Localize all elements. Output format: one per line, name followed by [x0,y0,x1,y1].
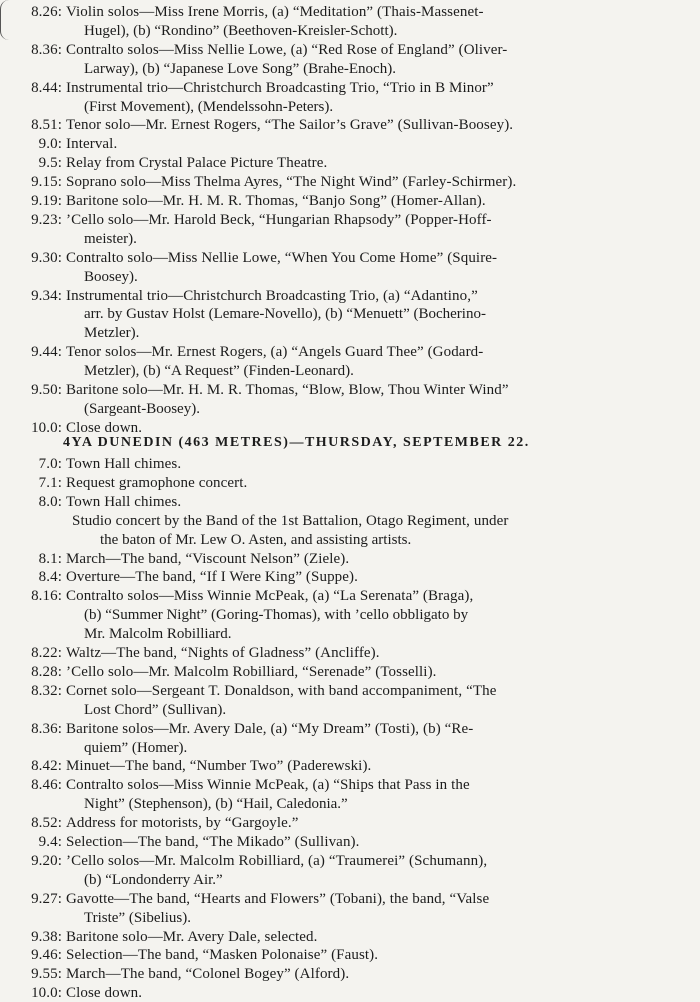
programme-time: 9.34: [31,287,62,304]
programme-item [0,852,700,870]
programme-continuation: Night” (Stephenson), (b) “Hail, Caledonia.” [84,796,348,813]
programme-item [0,928,700,946]
programme-text: ’Cello solos—Mr. Malcolm Robilliard, (a) “Traumerei” (Schumann), [66,852,488,869]
programme-time: 10.0: [31,419,62,436]
programme-text: Minuet—The band, “Number Two” (Paderewski). [66,758,372,775]
programme-continuation: Triste” (Sibelius). [84,909,191,926]
programme-text: Overture—The band, “If I Were King” (Suppe). [66,569,358,586]
programme-item [0,587,700,605]
programme-continuation: meister). [84,230,137,247]
programme-item [0,682,700,700]
programme-time: 9.55: [31,966,62,983]
programme-item [0,79,700,97]
programme-text: Request gramophone concert. [66,474,248,491]
programme-time: 9.38: [31,928,62,945]
programme-continuation: (b) “Londonderry Air.” [84,871,223,888]
programme-time: 8.36: [31,41,62,58]
programme-time: 9.5: [38,155,62,172]
programme-text: Address for motorists, by “Gargoyle.” [66,815,299,832]
programme-text: March—The band, “Viscount Nelson” (Ziele). [66,550,350,567]
programme-text: Town Hall chimes. [66,456,182,472]
programme-time: 9.23: [31,211,62,228]
programme-item [0,757,700,775]
programme-item [0,192,700,210]
programme-text: Selection—The band, “The Mikado” (Sullivan). [66,834,360,850]
programme-item [0,890,700,908]
programme-time: 8.44: [31,79,62,96]
programme-item [0,154,700,172]
programme-item [0,211,700,229]
programme-item [0,833,700,851]
programme-time: 8.46: [31,777,62,794]
programme-item [0,3,700,21]
programme-item [0,287,700,305]
programme-item [0,493,700,511]
programme-item [0,550,700,568]
programme-text: ’Cello solo—Mr. Harold Beck, “Hungarian Rhapsody” (Popper-Hoff- [66,211,492,228]
programme-text: Selection—The band, “Masken Polonaise” (Faust). [66,947,379,964]
programme-time: 10.0: [31,985,62,1002]
programme-item [0,814,700,832]
programme-time: 8.32: [31,682,62,699]
programme-text: Violin solos—Miss Irene Morris, (a) “Meditation” (Thais-Massenet- [66,4,484,20]
programme-continuation: arr. by Gustav Holst (Lemare-Novello), (b) “Menuett” (Bocherino- [84,306,486,323]
programme-time: 8.51: [31,117,62,134]
programme-text: Relay from Crystal Palace Picture Theatre. [66,155,328,172]
programme-time: 7.0: [38,456,62,472]
programme-text: Contralto solos—Miss Nellie Lowe, (a) “Red Rose of England” (Oliver- [66,41,508,58]
programme-time: 8.26: [31,4,62,20]
programme-text: Interval. [66,136,118,153]
programme-time: 8.0: [38,493,62,510]
programme-item [0,663,700,681]
programme-item [0,965,700,983]
programme-text: Close down. [66,985,143,1002]
programme-continuation: Boosey). [84,268,138,285]
programme-text: Gavotte—The band, “Hearts and Flowers” (Tobani), the band, “Valse [66,890,490,907]
programme-text: Baritone solos—Mr. Avery Dale, (a) “My Dream” (Tosti), (b) “Re- [66,720,474,737]
programme-time: 9.50: [31,382,62,398]
programme-text: Studio concert by the Band of the 1st Battalion, Otago Regiment, under [72,512,509,529]
programme-item [0,776,700,794]
programme-continuation: (Sargeant-Boosey). [84,400,200,417]
programme-text: Tenor solo—Mr. Ernest Rogers, “The Sailor’s Grave” (Sullivan-Boosey). [66,117,514,134]
programme-text: Instrumental trio—Christchurch Broadcasting Trio, “Trio in B Minor” [66,79,494,96]
programme-text: Soprano solo—Miss Thelma Ayres, “The Night Wind” (Farley-Schirmer). [66,174,517,191]
programme-item [0,644,700,662]
programme-text: Contralto solos—Miss Winnie McPeak, (a) “Ships that Pass in the [66,777,470,794]
programme-item [0,173,700,191]
programme-text: Baritone solo—Mr. H. M. R. Thomas, “Blow, Blow, Thou Winter Wind” [66,382,509,398]
programme-time: 9.20: [31,852,62,869]
programme-text: Cornet solo—Sergeant T. Donaldson, with band accompaniment, “The [66,682,497,699]
programme-item [0,474,700,492]
programme-continuation: (b) “Summer Night” (Goring-Thomas), with ’cello obbligato by [84,607,469,624]
programme-time: 8.42: [31,758,62,775]
programme-item [0,984,700,1002]
programme-item [0,249,700,267]
station-heading: 4YA DUNEDIN (463 METRES)—THURSDAY, SEPTEMBER 22. [63,435,530,450]
programme-continuation: Hugel), (b) “Rondino” (Beethoven-Kreisler-Schott). [84,22,398,39]
programme-continuation: quiem” (Homer). [84,739,188,756]
programme-time: 9.27: [31,890,62,907]
programme-time: 9.0: [38,136,62,153]
programme-text: Baritone solo—Mr. H. M. R. Thomas, “Banjo Song” (Homer-Allan). [66,193,486,209]
programme-text: Instrumental trio—Christchurch Broadcasting Trio, (a) “Adantino,” [66,287,478,304]
programme-item [0,135,700,153]
programme-text: Close down. [66,419,143,436]
programme-text: Town Hall chimes. [66,493,182,510]
programme-time: 9.19: [31,193,62,209]
programme-item [0,946,700,964]
programme-text: Waltz—The band, “Nights of Gladness” (Ancliffe). [66,645,380,661]
programme-continuation: Mr. Malcolm Robilliard. [84,626,232,643]
programme-item [0,720,700,738]
programme-continuation: Metzler). [84,325,140,342]
programme-item [0,455,700,473]
programme-time: 8.36: [31,720,62,737]
programme-time: 9.15: [31,174,62,191]
programme-time: 8.4: [38,569,62,586]
programme-item [0,568,700,586]
programme-continuation: Metzler), (b) “A Request” (Finden-Leonard). [84,363,354,380]
programme-text: Tenor solos—Mr. Ernest Rogers, (a) “Angels Guard Thee” (Godard- [66,344,484,361]
programme-text: ’Cello solo—Mr. Malcolm Robilliard, “Serenade” (Tosselli). [66,663,437,680]
programme-time: 8.1: [38,550,62,567]
programme-item [0,343,700,361]
programme-text: Contralto solos—Miss Winnie McPeak, (a) “La Serenata” (Braga), [66,588,474,605]
programme-time: 7.1: [38,474,62,491]
programme-text: Baritone solo—Mr. Avery Dale, selected. [66,928,318,945]
programme-time: 8.52: [31,815,62,832]
programme-time: 9.4: [38,834,62,850]
programme-item [0,512,700,530]
programme-time: 8.22: [31,645,62,661]
programme-item [0,381,700,399]
programme-time: 9.44: [31,344,62,361]
programme-continuation: the baton of Mr. Lew O. Asten, and assisting artists. [100,531,412,548]
programme-item [0,116,700,134]
programme-text: March—The band, “Colonel Bogey” (Alford). [66,966,350,983]
programme-continuation: (First Movement), (Mendelssohn-Peters). [84,98,334,115]
programme-time: 9.30: [31,249,62,266]
programme-time: 8.16: [31,588,62,605]
programme-continuation: Lost Chord” (Sullivan). [84,701,227,718]
programme-continuation: Larway), (b) “Japanese Love Song” (Brahe-Enoch). [84,60,396,77]
programme-item [0,41,700,59]
programme-time: 8.28: [31,663,62,680]
programme-text: Contralto solo—Miss Nellie Lowe, “When You Come Home” (Squire- [66,249,498,266]
programme-time: 9.46: [31,947,62,964]
